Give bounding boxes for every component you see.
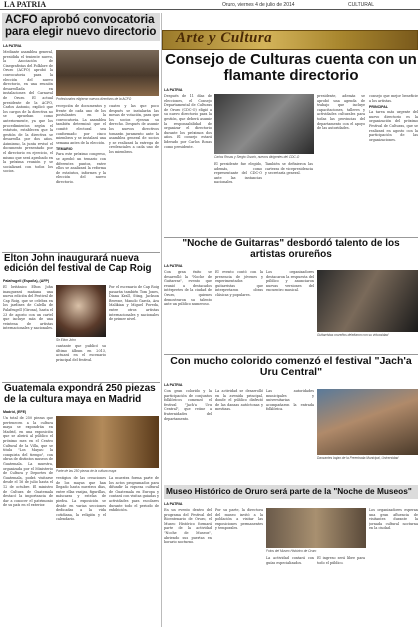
guitarras-text-col1: Con gran éxito se desarrolló la "Noche de Guitarras", evento que reunió a destacados intérpretes de la ciudad de Oruro, quienes demostraron su talento ante un público numeroso. bbox=[164, 270, 212, 307]
elton-text-col1: El británico Elton John inaugurará mañana una nueva edición del Festival de Cap Roig, que se celebra en los jardines de Calella de Palafrugell (Girona), hasta el 23 de agosto con un cartel que incluye más de una veintena de artistas internacionales y nacionales. bbox=[3, 285, 53, 331]
guitarras-tag: LA PATRIA bbox=[164, 264, 183, 268]
acfo-text-col3: cuatro y las que poco después se instalarán las mesas de votación, para que los socios ejerzan su derecho. Después de asumir los nuevos directivos tomarán juramento ante la asamblea general de socios y se realizará la entrega de credenciales a cada uno de los miembros. bbox=[109, 104, 159, 154]
jachauru-text-col3: Las autoridades municipales y universitarias acompañaron la entrada folklórica. bbox=[266, 389, 314, 412]
acfo-tag: LA PATRIA bbox=[3, 44, 22, 48]
jachauru-text-col2: La actividad se desarrolló en la avenida principal, donde el público disfrutó de las danzas autóctonas y mestizas. bbox=[215, 389, 263, 412]
elton-tag: Palafrugell (España), (AFP) bbox=[3, 279, 50, 283]
acfo-caption: Profesionales eligieron nuevos directivos de la ACFO bbox=[56, 97, 132, 101]
masthead-logo: LA PATRIA bbox=[4, 0, 47, 9]
jachauru-body bbox=[164, 383, 418, 483]
museo-text-col5: Los organizadores esperan una gran afluencia de visitantes durante la jornada cultural nocturna en la ciudad. bbox=[369, 508, 418, 531]
guatemala-text-col2: vestigios de las creaciones de los mayas que han llegado hasta nuestros días, entre ellas vasijas, figurillas, máscaras y estelas de piedra. La exposición se divide en varias secciones dedicadas a la vida cotidiana, la religión y el calendario. bbox=[56, 476, 106, 522]
elton-text-col2: cantante que publicó su último álbum en 2013, actuará en el escenario principal del festival. bbox=[56, 344, 106, 362]
guitarras-text-col3: Los organizadores destacaron la respuesta del público y anunciaron nuevas versiones del encuentro musical. bbox=[266, 270, 314, 293]
consejo-subhead: PRINCIPAL bbox=[369, 105, 389, 110]
acfo-body bbox=[3, 44, 159, 250]
museo-text-col1: En un evento dentro del programa del Festival del Bicentenario de Oruro, el Museo Histórico formará parte de la actividad "Noche de Museos", abriendo sus puertas en horario nocturno. bbox=[164, 508, 212, 545]
guatemala-caption: Parte de las 250 piezas de la cultura maya bbox=[56, 469, 117, 473]
acfo-headline: ACFO aprobó convocatoria para elegir nuevo directorio bbox=[5, 14, 157, 39]
guitarras-caption: Guitarristas orureños deleitaron con su virtuosidad bbox=[317, 333, 389, 337]
consejo-caption: Carlos Rosas y Sergio Osorio, nuevos dirigentes del CDC-O bbox=[214, 155, 300, 159]
museo-text-col4: El ingreso será libre para todo el público. bbox=[317, 556, 365, 565]
acfo-photo bbox=[56, 50, 159, 96]
jachauru-headline: Con mucho colorido comenzó el festival "Jach'a Uru Central" bbox=[170, 355, 412, 379]
elton-photo bbox=[56, 285, 106, 337]
consejo-headline: Consejo de Culturas cuenta con un flamante directorio bbox=[165, 51, 417, 84]
museo-photo bbox=[266, 508, 366, 548]
guatemala-tag: Madrid, (EFE) bbox=[3, 410, 27, 414]
jachauru-photo bbox=[317, 389, 418, 455]
guitarras-body bbox=[164, 264, 418, 352]
guatemala-text-col1: Un total de 250 piezas que pertenecen a la cultura maya se expondrán en Madrid, en una exposición que se abrirá al público el próximo mes en el Centro Cultural de la Villa, que se titula "Los Mayas: la conquista del tiempo", con obras de distintos museos de Guatemala. La muestra, organizada por el Ministerio de Cultura y Deportes de Guatemala, podrá visitarse desde el 16 de julio hasta el 12 de octubre. El ministro de Cultura de Guatemala destacó la importancia de dar a conocer el patrimonio de su país en el exterior. bbox=[3, 416, 53, 508]
guitarras-photo bbox=[317, 270, 418, 332]
elton-body bbox=[3, 279, 159, 379]
consejo-text-col4: presidente, además se aprobó una agenda de trabajo que incluye capacitaciones, talleres y actividades culturales para todas las provincias del departamento con el apoyo de las autoridades. bbox=[317, 94, 365, 131]
acfo-text-col2: recepción de documentos y frente de cada uno de los postulantes en la convocatoria. La asamblea también determinó que el comité electoral sea conformado por cinco miembros y se instalará una semana antes de la elección. TEMARIO Para este próximo congreso, se aprobó un temario con diferentes puntos, entre ellos se analizará la reforma de estatutos, informes y la elección del nuevo directorio. bbox=[56, 104, 106, 184]
guitarras-text-col2: El evento contó con la presencia de jóvenes y experimentados guitarristas que interpretaron obras clásicas y populares. bbox=[215, 270, 263, 297]
jachauru-text-col1: Con gran colorido y la participación de conjuntos folklóricos comenzó el festival "Jach'a Uru Central", que reúne a fraternidades del departamento. bbox=[164, 389, 212, 421]
museo-text-col2: Por su parte, la directora del museo invitó a la población a visitar las exposiciones permanentes y temporales. bbox=[215, 508, 263, 531]
acfo-text-col1: Mediante asamblea general, presidida el teniente nuevo, la Asociación de Cinegrafistas del Folklore de Oruro (ACFO) aprobó la convocatoria para la elección del nuevo directorio, en una reunión desarrollada en instalaciones del Carnaval de Oruro. El actual presidente de la ACFO, Carlos Antonio, explicó que los cargos de la directiva no se aprueban como anteriormente, ya que los procedimientos según el estatuto, establecen que la gestión de la directiva se desarrolla por dos años. Asimismo, la junta revisó el documento presentado por el directorio en ejercicio, el mismo que será aprobado en la próxima reunión y se socializará con todos los socios. bbox=[3, 50, 53, 174]
museo-text-col3: La actividad contará con guías especializados. bbox=[266, 556, 314, 565]
museo-headline: Museo Histórico de Oruro será parte de la "Noche de Museos" bbox=[166, 486, 412, 496]
guatemala-photo bbox=[56, 416, 159, 468]
jachauru-caption: Danzantes bajan de la Preentrada Municipal, Universidad bbox=[317, 456, 399, 460]
dateline: Oruro, viernes 4 de julio de 2014 bbox=[222, 2, 295, 8]
consejo-text-col3: También se definieron las carteras de vicepresidencia y secretaría general. bbox=[265, 162, 313, 176]
museo-tag: LA PATRIA bbox=[164, 502, 183, 506]
jachauru-tag: LA PATRIA bbox=[164, 383, 183, 387]
banner-title: Arte y Cultura bbox=[176, 30, 273, 46]
elton-text-col3: Por el escenario de Cap Roig pasarán también Tom Jones, Diana Krall, Sting, Jackson Browne, Manolo García, Ara Malikian y Miguel Poveda, entre otros artistas internacionales y nacionales de primer nivel. bbox=[109, 285, 159, 322]
elton-caption: Sir Elton John bbox=[56, 338, 76, 342]
guatemala-body bbox=[3, 410, 159, 628]
consejo-tag: LA PATRIA bbox=[164, 88, 183, 92]
acfo-subhead: TEMARIO bbox=[56, 147, 73, 152]
consejo-text-col5: consejo que mejor beneficie a los artistas. PRINCIPAL La tarea más urgente del nuevo directorio es la organización del próximo Festival de Culturas, que se realizará en agosto con la participación de las organizaciones. bbox=[369, 94, 418, 142]
consejo-photo bbox=[214, 94, 314, 154]
guatemala-headline: Guatemala expondrá 250 piezas de la cultura maya en Madrid bbox=[4, 383, 156, 405]
guatemala-text-col3: La muestra forma parte de los actos programados para difundir la riqueza cultural de Guatemala en Europa y contará con visitas guiadas y actividades para escolares durante todo el periodo de exhibición. bbox=[109, 476, 159, 513]
museo-caption: Fotos del Museo Histórico de Oruro bbox=[266, 549, 317, 553]
guitarras-headline: "Noche de Guitarras" desbordó talento de los artistas orureños bbox=[182, 238, 400, 260]
elton-headline: Elton John inaugurará nueva edición del festival de Cap Roig bbox=[4, 253, 152, 275]
consejo-body bbox=[164, 88, 418, 235]
consejo-text-col1: Después de 11 días de elecciones, el Consejo Departamental de Culturas de Oruro (CDC-O) eligió a su nuevo directorio para la gestión, que deberá asumir la responsabilidad de organizar el directorio durante los próximos dos años. El consejo estará liderado por Carlos Rosas como presidente. bbox=[164, 94, 212, 149]
consejo-text-col2: El presidente fue elegido, además, como representante del CDC-O ante las instancias nacionales. bbox=[214, 162, 262, 185]
column-divider bbox=[161, 13, 162, 627]
museo-body bbox=[164, 502, 418, 628]
section-label: CULTURAL bbox=[348, 2, 375, 8]
